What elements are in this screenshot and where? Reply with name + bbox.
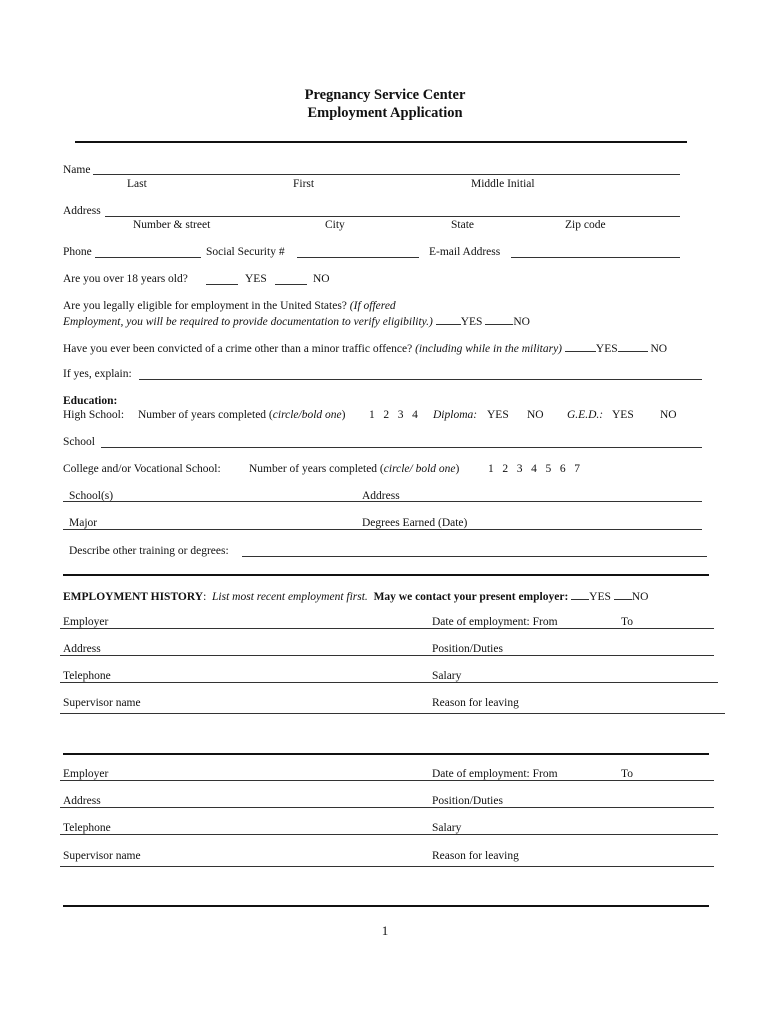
college-years-label: Number of years completed ( [249,463,384,475]
explain-field[interactable] [139,379,702,380]
eligibility-yes-blank[interactable] [436,315,461,325]
other-training-label: Describe other training or degrees: [69,545,229,557]
age-no: NO [313,273,330,285]
conviction-no-blank[interactable] [618,342,648,352]
employer-2-to-label: To [621,768,633,780]
employer-1-date-label: Date of employment: From [432,616,558,628]
employer-1-telephone-label: Telephone [63,670,111,682]
name-label: Name [63,164,91,176]
phone-field[interactable] [95,257,201,258]
diploma-label: Diploma: [433,409,478,421]
employer-2-salary-label: Salary [432,822,462,834]
employer-1-supervisor-field[interactable] [60,713,725,714]
eligibility-no-blank[interactable] [485,315,513,325]
name-last-caption: Last [127,178,147,190]
phone-label: Phone [63,246,92,258]
contact-employer-question: May we contact your present employer: [373,591,569,603]
employer-2-label: Employer [63,768,109,780]
major-field[interactable] [63,529,702,530]
schools-field[interactable] [63,501,702,502]
conviction-note: (including while in the military) [415,343,563,355]
degrees-label: Degrees Earned (Date) [362,517,468,529]
employer-separator-rule [63,753,709,755]
name-middle-caption: Middle Initial [471,178,535,190]
email-field[interactable] [511,257,680,258]
employer-2-address-label: Address [63,795,101,807]
contact-yes: YES [589,591,611,603]
email-label: E-mail Address [429,246,501,258]
age-yes: YES [245,273,267,285]
employment-heading: EMPLOYMENT HISTORY [63,591,204,603]
org-title: Pregnancy Service Center [304,87,466,103]
conviction-yes: YES [595,343,618,355]
eligibility-note-2: Employment, you will be required to provide documentation to verify eligibility.) [63,316,433,328]
high-school-label: High School: [63,409,125,421]
employer-1-field[interactable] [60,628,714,629]
employer-2-field[interactable] [60,780,714,781]
address-city-caption: City [325,219,345,231]
employer-1-position-label: Position/Duties [432,643,503,655]
schools-label: School(s) [69,490,114,502]
employer-2-position-label: Position/Duties [432,795,503,807]
education-heading: Education: [63,395,118,407]
employer-1-supervisor-label: Supervisor name [63,697,141,709]
page-number: 1 [381,923,389,938]
employer-2-supervisor-field[interactable] [60,866,714,867]
employer-2-address-field[interactable] [60,807,714,808]
college-years-close: ) [455,463,460,475]
ged-yes[interactable]: YES [612,409,634,421]
ssn-label: Social Security # [206,246,285,258]
conviction-question: Have you ever been convicted of a crime other than a minor traffic offence? [63,343,413,355]
school-address-label: Address [362,490,400,502]
employer-1-reason-label: Reason for leaving [432,697,519,709]
contact-no-blank[interactable] [614,590,632,600]
eligibility-yes: YES [460,316,483,328]
application-page: Pregnancy Service Center Employment Application Name Last First Middle Initial Address Number & street City State Zip code Phone Social Security # E-mail Address Are you over 18 years old? YES NO Are you legally eligible for employment in the United States? (If offered Employment, you will be required to provide documentation to verify eligibility.) YES NO Have you ever been convicted of a crime other than a minor traffic offence? (including while in the military) YES NO If yes, explain: Education: High School: Number of years completed (circle/bold one) 1 2 3 4 Diploma: YES NO G.E.D.: YES NO School College and/or Vocational School: Number of years completed (circle/ bold one) 1 2 3 4 5 6 7 School(s) Address Major Degrees Earned (Date) Describe other training or degrees: EMPLOYMENT HISTORY: List most recent employment first. May we contact your present employer: YES NO Employer Date of employment: From To Address Position/Duties Telephone Salary Supervisor name Reason for leaving Employer Date of employment: From To Address Position/Duties Telephone Salary Supervisor name Reason for leaving 1 [0,0,770,1024]
contact-no: NO [631,591,649,603]
employer-2-supervisor-label: Supervisor name [63,850,141,862]
hs-years-note: circle/bold one [272,409,342,421]
employer-2-date-label: Date of employment: From [432,768,558,780]
conviction-yes-blank[interactable] [565,342,596,352]
address-label: Address [63,205,101,217]
header-rule [75,141,687,143]
name-first-caption: First [293,178,315,190]
ged-no[interactable]: NO [660,409,677,421]
ged-label: G.E.D.: [567,409,604,421]
employment-top-rule [63,574,709,576]
college-years-options[interactable]: 1 2 3 4 5 6 7 [488,463,580,475]
employer-2-telephone-field[interactable] [60,834,718,835]
school-field[interactable] [101,447,702,448]
employer-1-address-label: Address [63,643,101,655]
diploma-no[interactable]: NO [527,409,544,421]
hs-years-options[interactable]: 1 2 3 4 [369,409,418,421]
college-label: College and/or Vocational School: [63,463,221,475]
address-street-caption: Number & street [133,219,211,231]
address-field[interactable] [105,216,680,217]
address-state-caption: State [451,219,474,231]
employer-1-salary-label: Salary [432,670,462,682]
hs-years-close: ) [341,409,346,421]
age-no-blank[interactable] [275,284,307,285]
employer-1-telephone-field[interactable] [60,682,718,683]
employer-2-reason-label: Reason for leaving [432,850,519,862]
employer-1-address-field[interactable] [60,655,714,656]
employer-1-to-label: To [621,616,633,628]
employer-1-label: Employer [63,616,109,628]
school-label: School [63,436,95,448]
address-zip-caption: Zip code [565,219,606,231]
age-yes-blank[interactable] [206,284,238,285]
eligibility-note-1: (If offered [349,300,396,312]
explain-label: If yes, explain: [63,368,132,380]
form-title: Employment Application [307,105,463,121]
major-label: Major [69,517,98,529]
employer-2-telephone-label: Telephone [63,822,111,834]
college-years-note: circle/ bold one [383,463,456,475]
eligibility-question: Are you legally eligible for employment in the United States? [63,300,347,312]
employment-instruction: List most recent employment first. [212,591,368,603]
eligibility-no: NO [513,316,530,328]
ssn-field[interactable] [297,257,419,258]
other-training-field[interactable] [242,556,707,557]
age-question: Are you over 18 years old? [63,273,188,285]
employment-bottom-rule [63,905,709,907]
contact-yes-blank[interactable] [571,590,589,600]
diploma-yes[interactable]: YES [487,409,509,421]
conviction-no: NO [650,343,668,355]
name-field[interactable] [93,174,680,175]
hs-years-label: Number of years completed ( [138,409,273,421]
